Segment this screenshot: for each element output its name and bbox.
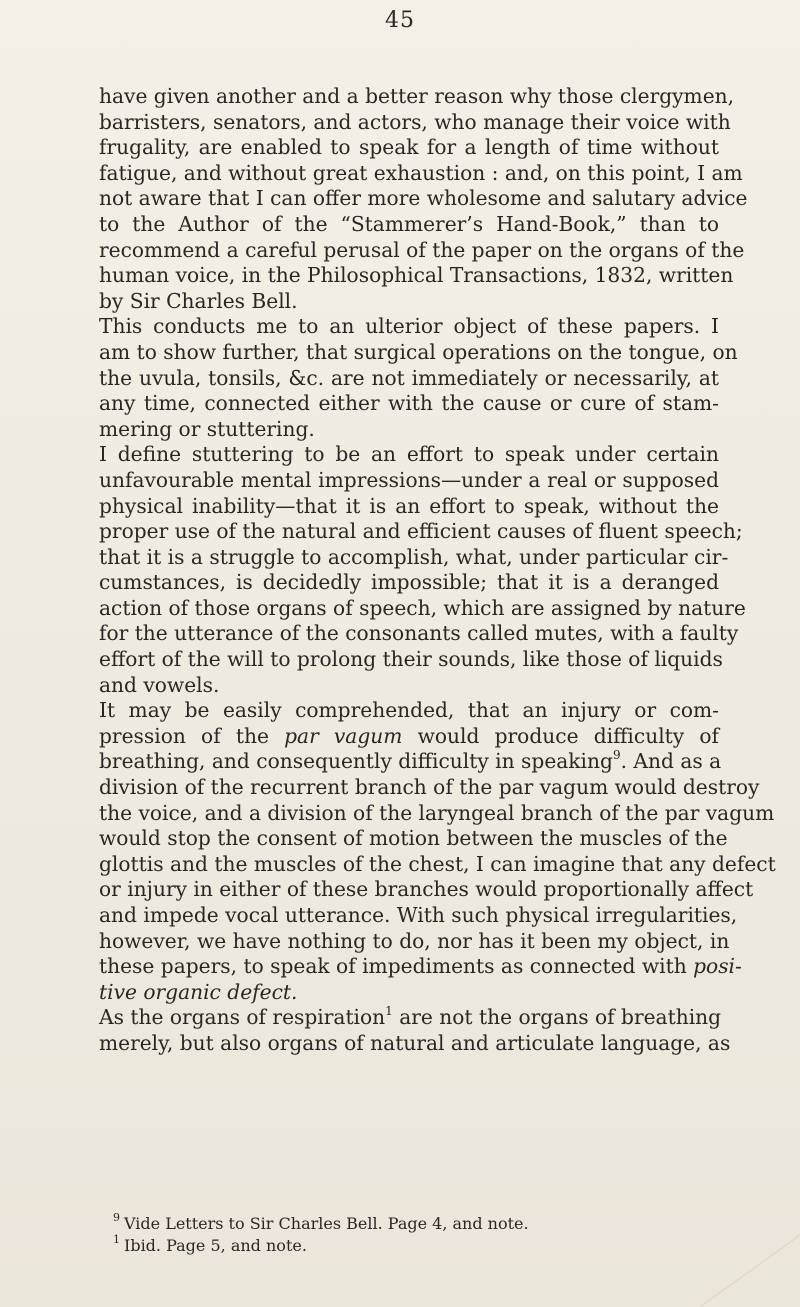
text-line: proper use of the natural and efficient causes of fluent speech; bbox=[99, 519, 743, 544]
text-line: human voice, in the Philosophical Transactions, 1832, written bbox=[99, 263, 734, 288]
text-line: have given another and a better reason why those clergymen, bbox=[99, 84, 735, 108]
text-line: to the Author of the “Stammerer’s Hand-Book,” than to bbox=[99, 211, 719, 236]
text-line: unfavourable mental impressions—under a real or supposed bbox=[99, 467, 719, 492]
text-fragment: are not the organs of breathing bbox=[392, 1005, 722, 1030]
text-line: frugality, are enabled to speak for a length of time without bbox=[99, 135, 719, 160]
text-line: I define stuttering to be an effort to speak under certain bbox=[99, 442, 719, 467]
text-line: division of the recurrent branch of the par vagum would destroy bbox=[99, 775, 760, 800]
text-line: glottis and the muscles of the chest, I can imagine that any defect bbox=[99, 851, 776, 876]
footnote-text: Vide Letters to Sir Charles Bell. Page 4, and note. bbox=[124, 1214, 529, 1233]
text-line: physical inability—that it is an effort to speak, without the bbox=[99, 493, 719, 518]
text-line: It may be easily comprehended, that an injury or com- bbox=[99, 698, 719, 723]
text-line: barristers, senators, and actors, who manage their voice with bbox=[99, 109, 731, 134]
text-line: by Sir Charles Bell. bbox=[99, 288, 298, 313]
text-line: recommend a careful perusal of the paper on the organs of the bbox=[99, 237, 745, 262]
footnotes bbox=[99, 1210, 719, 1257]
page-number: 45 bbox=[385, 8, 415, 33]
footnote-mark: 1 bbox=[113, 1232, 120, 1246]
text-fragment: these papers, to speak of impediments as connected with bbox=[99, 954, 694, 979]
text-line bbox=[99, 724, 719, 750]
text-line bbox=[99, 954, 742, 980]
footnote-reference: 1 bbox=[385, 1003, 393, 1018]
text-line: effort of the will to prolong their sounds, like those of liquids bbox=[99, 647, 723, 672]
body-text bbox=[99, 84, 776, 1057]
text-line: the voice, and a division of the laryngeal branch of the par vagum bbox=[99, 800, 775, 825]
text-line: merely, but also organs of natural and articulate language, as bbox=[99, 1030, 731, 1055]
text-line: mering or stuttering. bbox=[99, 416, 315, 441]
text-line bbox=[99, 1003, 722, 1031]
text-line: or injury in either of these branches would proportionally affect bbox=[99, 877, 754, 902]
text-line: and impede vocal utterance. With such physical irregularities, bbox=[99, 903, 738, 927]
footnote bbox=[99, 1232, 719, 1257]
footnote-text: Ibid. Page 5, and note. bbox=[124, 1236, 307, 1255]
text-line: the uvula, tonsils, &c. are not immediately or necessarily, at bbox=[99, 365, 719, 390]
text-line: not aware that I can offer more wholesome and salutary advice bbox=[99, 186, 748, 211]
footnote bbox=[99, 1210, 719, 1235]
text-line: any time, connected either with the cause or cure of stam- bbox=[99, 391, 719, 416]
footnote-mark: 9 bbox=[113, 1210, 120, 1224]
text-line: that it is a struggle to accomplish, what, under particular cir- bbox=[99, 544, 729, 569]
text-line: This conducts me to an ulterior object of these papers. I bbox=[99, 314, 719, 339]
text-line: would stop the consent of motion between the muscles of the bbox=[99, 826, 728, 851]
text-line bbox=[99, 747, 722, 775]
text-fragment: pression of the bbox=[99, 723, 285, 748]
text-fragment: would produce difficulty of bbox=[402, 723, 719, 748]
italic-term: tive organic defect. bbox=[99, 979, 298, 1004]
text-line: fatigue, and without great exhaustion : and, on this point, I am bbox=[99, 160, 743, 185]
text-line: cumstances, is decidedly impossible; that it is a deranged bbox=[99, 570, 719, 595]
text-fragment: As the organs of respiration bbox=[99, 1005, 386, 1030]
text-fragment: breathing, and consequently difficulty in speaking bbox=[99, 749, 613, 774]
text-line: am to show further, that surgical operations on the tongue, on bbox=[99, 339, 738, 364]
text-line: action of those organs of speech, which are assigned by nature bbox=[99, 595, 746, 620]
text-line bbox=[99, 980, 719, 1006]
text-fragment: . And as a bbox=[620, 749, 722, 774]
italic-term: par vagum bbox=[284, 723, 403, 748]
text-line: however, we have nothing to do, nor has it been my object, in bbox=[99, 928, 730, 953]
footnote-reference: 9 bbox=[612, 747, 621, 762]
italic-term: posi- bbox=[693, 954, 742, 979]
text-line: for the utterance of the consonants called mutes, with a faulty bbox=[99, 621, 739, 646]
text-line: and vowels. bbox=[99, 672, 220, 697]
